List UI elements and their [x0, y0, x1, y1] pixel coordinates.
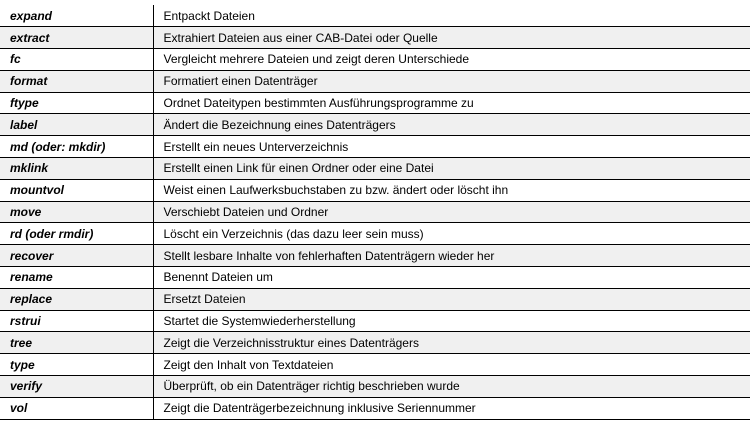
command-cell: ftype: [0, 92, 153, 114]
description-cell: Zeigt die Datenträgerbezeichnung inklusive Seriennummer: [153, 397, 750, 419]
description-cell: Stellt lesbare Inhalte von fehlerhaften Datenträgern wieder her: [153, 245, 750, 267]
command-cell: md (oder: mkdir): [0, 136, 153, 158]
table-row: [0, 223, 750, 245]
table-row: [0, 267, 750, 289]
description-cell: Verschiebt Dateien und Ordner: [153, 201, 750, 223]
table-row: [0, 179, 750, 201]
table-row: [0, 114, 750, 136]
description-cell: Formatiert einen Datenträger: [153, 70, 750, 92]
table-row: [0, 310, 750, 332]
command-cell: expand: [0, 5, 153, 27]
description-cell: Zeigt den Inhalt von Textdateien: [153, 354, 750, 376]
command-cell: rstrui: [0, 310, 153, 332]
table-row: [0, 332, 750, 354]
table-row: [0, 288, 750, 310]
command-cell: vol: [0, 397, 153, 419]
table-row: [0, 136, 750, 158]
command-cell: extract: [0, 27, 153, 49]
description-cell: Erstellt einen Link für einen Ordner oder eine Datei: [153, 158, 750, 180]
command-cell: move: [0, 201, 153, 223]
command-cell: format: [0, 70, 153, 92]
description-cell: Startet die Systemwiederherstellung: [153, 310, 750, 332]
command-cell: type: [0, 354, 153, 376]
command-cell: rd (oder rmdir): [0, 223, 153, 245]
command-cell: mountvol: [0, 179, 153, 201]
command-cell: fc: [0, 49, 153, 71]
command-cell: rename: [0, 267, 153, 289]
table-row: [0, 49, 750, 71]
command-cell: mklink: [0, 158, 153, 180]
description-cell: Vergleicht mehrere Dateien und zeigt deren Unterschiede: [153, 49, 750, 71]
description-cell: Weist einen Laufwerksbuchstaben zu bzw. ändert oder löscht ihn: [153, 179, 750, 201]
table-row: [0, 158, 750, 180]
command-cell: replace: [0, 288, 153, 310]
table-row: [0, 354, 750, 376]
command-cell: verify: [0, 376, 153, 398]
description-cell: Entpackt Dateien: [153, 5, 750, 27]
description-cell: Überprüft, ob ein Datenträger richtig beschrieben wurde: [153, 376, 750, 398]
description-cell: Erstellt ein neues Unterverzeichnis: [153, 136, 750, 158]
description-cell: Ordnet Dateitypen bestimmten Ausführungsprogramme zu: [153, 92, 750, 114]
description-cell: Ersetzt Dateien: [153, 288, 750, 310]
description-cell: Zeigt die Verzeichnisstruktur eines Datenträgers: [153, 332, 750, 354]
table-row: [0, 245, 750, 267]
command-table: [0, 5, 750, 420]
table-row: [0, 397, 750, 419]
table-row: [0, 376, 750, 398]
table-row: [0, 70, 750, 92]
description-cell: Löscht ein Verzeichnis (das dazu leer sein muss): [153, 223, 750, 245]
table-row: [0, 201, 750, 223]
description-cell: Benennt Dateien um: [153, 267, 750, 289]
command-cell: label: [0, 114, 153, 136]
description-cell: Extrahiert Dateien aus einer CAB-Datei oder Quelle: [153, 27, 750, 49]
description-cell: Ändert die Bezeichnung eines Datenträgers: [153, 114, 750, 136]
command-cell: tree: [0, 332, 153, 354]
table-row: [0, 92, 750, 114]
table-row: [0, 5, 750, 27]
table-row: [0, 27, 750, 49]
command-cell: recover: [0, 245, 153, 267]
